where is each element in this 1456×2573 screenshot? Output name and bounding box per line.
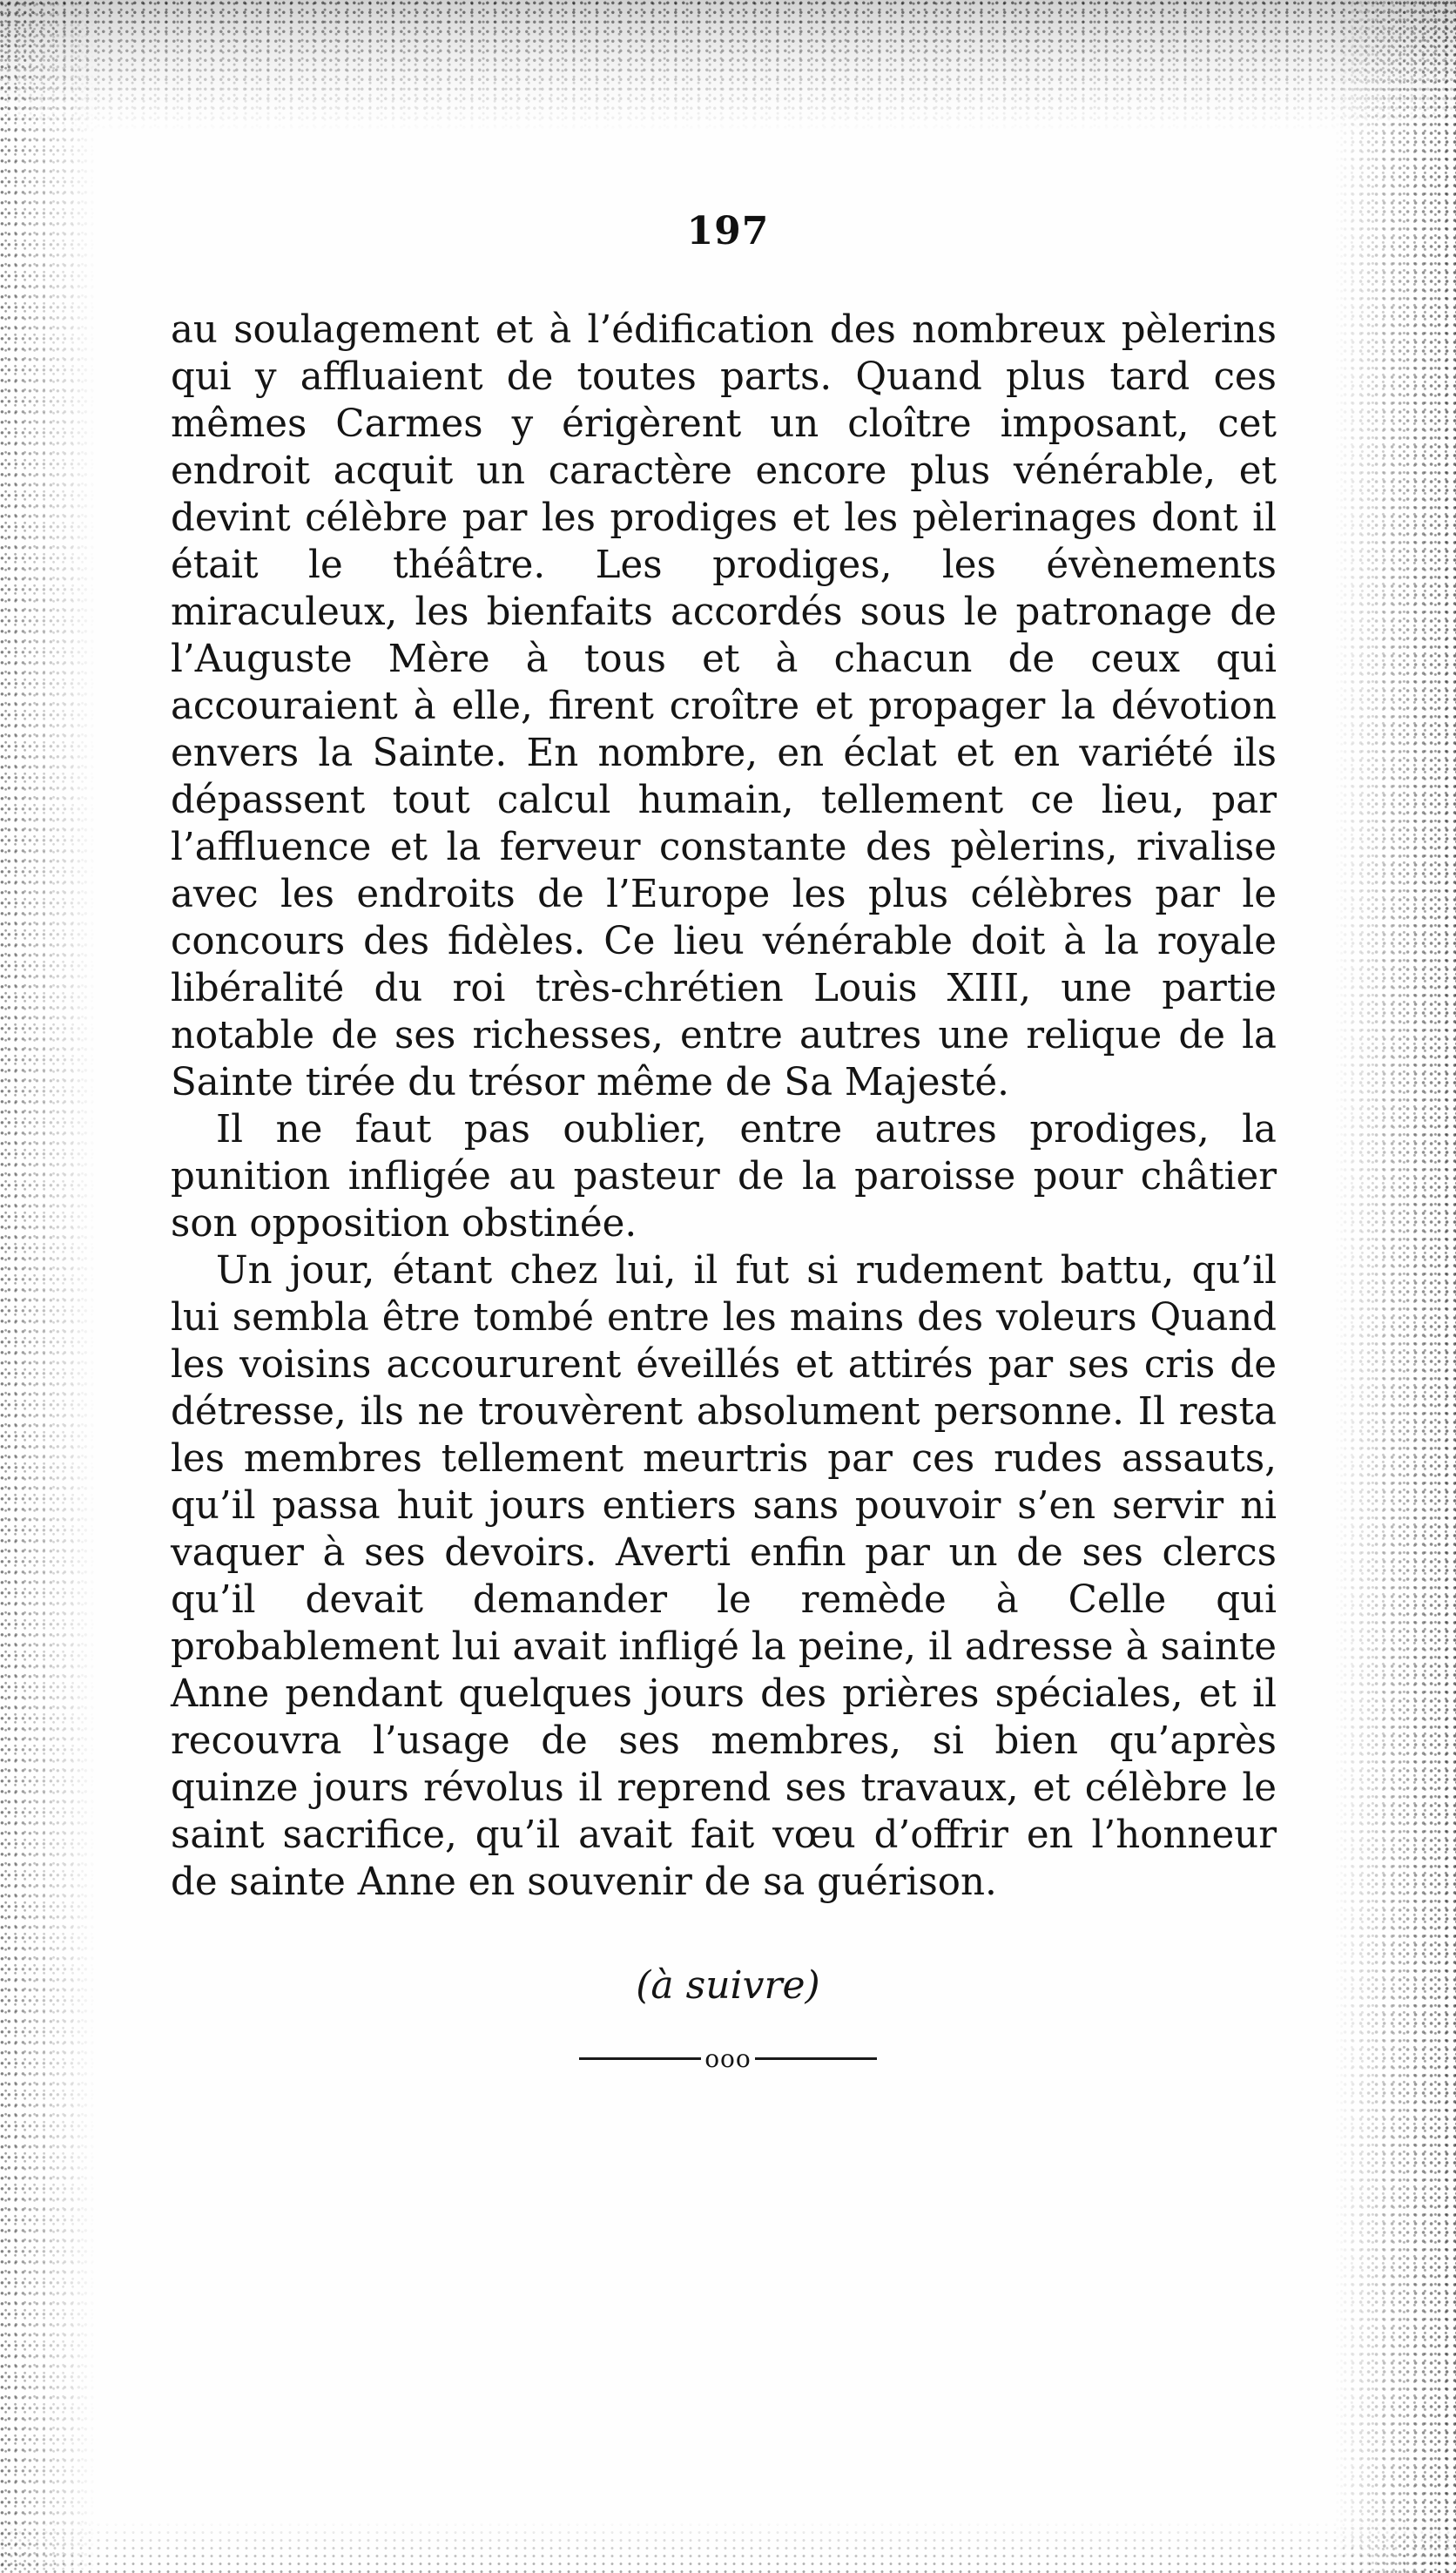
ornament-mark: ooo [704, 2044, 752, 2073]
continued-label: (à suivre) [636, 1963, 820, 2008]
body-text [171, 307, 1277, 1906]
ornament-rule-left [579, 2057, 701, 2060]
paragraph: au soulagement et à l’édification des nombreux pèlerins qui y affluaient de toutes parts. Quand plus tard ces mêmes Carmes y érigèrent un cloître imposant, cet endroit acquit un caractère encore plus vénérable, et devint célèbre par les prodiges et les pèlerinages dont il était le théâtre. Les prodiges, les évènements miraculeux, les bienfaits accordés sous le patronage de l’Auguste Mère à tous et à chacun de ceux qui accouraient à elle, firent croître et propager la dévotion envers la Sainte. En nombre, en éclat et en variété ils dépassent tout calcul humain, tellement ce lieu, par l’affluence et la ferveur constante des pèlerins, rivalise avec les endroits de l’Europe les plus célèbres par le concours des fidèles. Ce lieu vénérable doit à la royale libéralité du roi très-chrétien Louis XIII, une partie notable de ses richesses, entre autres une relique de la Sainte tirée du trésor même de Sa Majesté. [171, 308, 1277, 1104]
ornament-rule-right [755, 2057, 877, 2060]
scan-edge-right [1334, 0, 1456, 2573]
section-ornament [0, 2043, 1456, 2073]
paragraph: Un jour, étant chez lui, il fut si rudement battu, qu’il lui sembla être tombé entre les mains des voleurs Quand les voisins accoururent éveillés et attirés par ses cris de détresse, ils ne trouvèrent absolument personne. Il resta les membres tellement meurtris par ces rudes assauts, qu’il passa huit jours entiers sans pouvoir s’en servir ni vaquer à ses devoirs. Averti enfin par un de ses clercs qu’il devait demander le remède à Celle qui probablement lui avait infligé la peine, il adresse à sainte Anne pendant quelques jours des prières spéciales, et il recouvra l’usage de ses membres, si bien qu’après quinze jours révolus il reprend ses travaux, et célèbre le saint sacrifice, qu’il avait fait vœu d’offrir en l’honneur de sainte Anne en souvenir de sa guérison. [171, 1249, 1277, 1904]
scan-edge-top [0, 0, 1456, 131]
paragraph: Il ne faut pas oublier, entre autres prodiges, la punition infligée au pasteur de la paroisse pour châtier son opposition obstinée. [171, 1108, 1277, 1246]
scan-edge-left [0, 0, 96, 2573]
scan-edge-bottom [0, 2521, 1456, 2573]
page-number: 197 [686, 209, 770, 253]
